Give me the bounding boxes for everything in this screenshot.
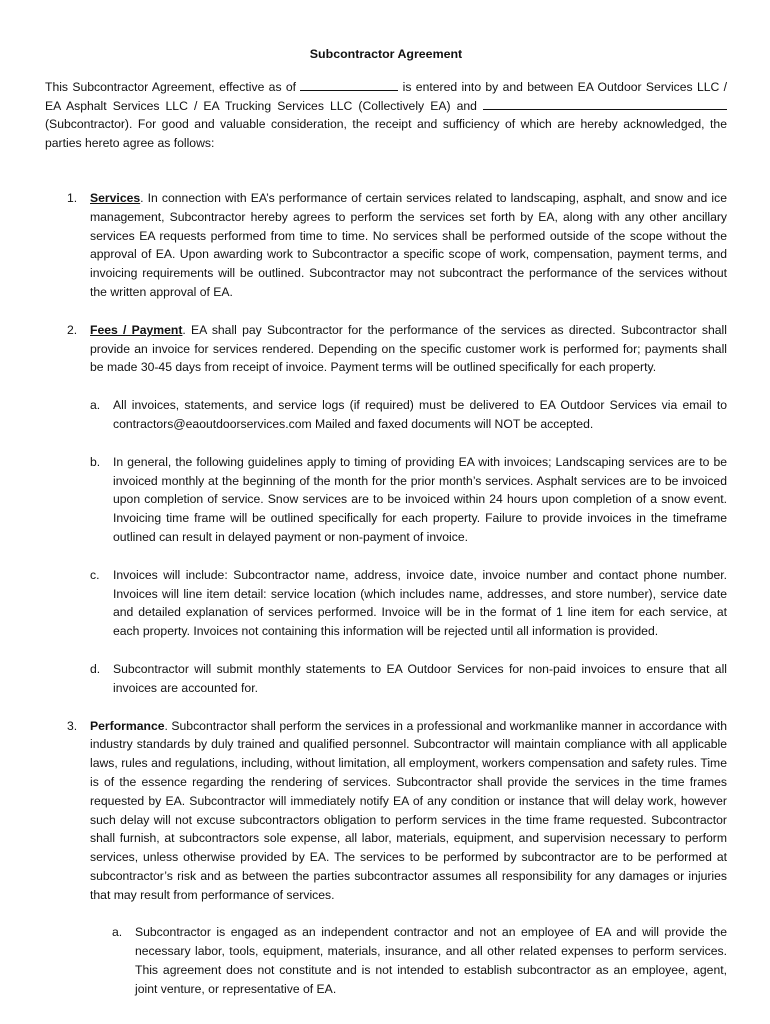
section-text: . Subcontractor shall perform the services in a professional and workmanlike manner in accordance with industry standards by duly trained and qualified personnel. Subcontractor will maintain compliance with all applicable laws, rules and regulations, including, without limitation, all employment, workers compensation and safety rules. Time is of the essence regarding the rendering of services. Subcontractor shall provide the services in the time frames requested by EA. Subcontractor will immediately notify EA of any condition or instance that will delay work, however such delay will not excuse subcontractors obligation to perform services in the time frame requested. Subcontractor shall furnish, at subcontractors sole expense, all labor, materials, equipment, and supervision necessary to perform services, unless otherwise provided by EA. The services to be performed by subcontractor are to be performed at subcontractor’s risk and as between the parties subcontractor assumes all responsibility for any damages or injuries that may result from performance of services. bbox=[90, 718, 727, 902]
intro-text-2: is entered into by and between EA Outdoor Services LLC / EA Asphalt Services LLC / EA Trucking Services LLC (Collectively EA) and bbox=[45, 79, 728, 113]
effective-date-blank bbox=[300, 78, 398, 91]
section-number: 2. bbox=[67, 322, 78, 337]
subitem-letter: a. bbox=[112, 925, 123, 940]
subitem-text: Subcontractor will submit monthly statements to EA Outdoor Services for non-paid invoices to ensure that all invoices are accounted for. bbox=[113, 661, 727, 695]
intro-text-1: This Subcontractor Agreement, effective as of bbox=[45, 79, 297, 94]
section-text: . In connection with EA’s performance of certain services related to landscaping, asphalt, and snow and ice management, Subcontractor hereby agrees to perform the services set forth by EA, along with any other ancillary services EA requests performed from time to time. No services shall be performed outside of the scope without the approval of EA. Upon awarding work to Subcontractor a specific scope of work, compensation, payment terms, and invoicing requirements will be outlined. Subcontractor may not subcontract the performance of the services without the written approval of EA. bbox=[90, 190, 727, 299]
intro-text-3: (Subcontractor). For good and valuable consideration, the receipt and sufficiency of which are hereby acknowledged, the parties hereto agree as follows: bbox=[45, 117, 727, 151]
subitem-letter: c. bbox=[90, 567, 100, 582]
section-fees-payment bbox=[45, 321, 727, 698]
document-title: Subcontractor Agreement bbox=[309, 47, 463, 61]
subitem-letter: d. bbox=[90, 661, 101, 676]
subitem-a bbox=[90, 396, 727, 434]
subitem-text: Invoices will include: Subcontractor name, address, invoice date, invoice number and contact phone number. Invoices will line item detail: service location (which includes name, addresses, and store number), service date and detailed explanation of services performed. Invoice will be in the format of 1 line item for each service, at each property. Invoices not containing this information will be rejected until all information is provided. bbox=[113, 567, 727, 639]
subitem-a bbox=[112, 923, 727, 998]
section-number: 3. bbox=[67, 718, 78, 733]
section-text: . EA shall pay Subcontractor for the performance of the services as directed. Subcontractor shall provide an invoice for services rendered. Depending on the specific customer work is performed for; payments shall be made 30-45 days from receipt of invoice. Payment terms will be outlined specifically for each property. bbox=[90, 322, 727, 375]
subitem-c bbox=[90, 566, 727, 641]
section-heading: Performance bbox=[90, 718, 165, 733]
subcontractor-name-blank bbox=[483, 97, 727, 110]
subitem-letter: b. bbox=[90, 454, 101, 469]
section-performance bbox=[45, 717, 727, 999]
subitem-text: All invoices, statements, and service logs (if required) must be delivered to EA Outdoor Services via email to contractors@eaoutdoorservices.com Mailed and faxed documents will NOT be accepted. bbox=[113, 398, 727, 431]
section-heading: Services bbox=[90, 190, 141, 205]
section-heading: Fees / Payment bbox=[90, 322, 183, 337]
section-services bbox=[45, 189, 727, 302]
subitem-text: Subcontractor is engaged as an independent contractor and not an employee of EA and will provide the necessary labor, tools, equipment, materials, insurance, and all other related expenses to perform services. This agreement does not constitute and is not intended to establish subcontractor as an employee, agent, joint venture, or representative of EA. bbox=[135, 925, 727, 996]
subitem-d bbox=[90, 660, 727, 698]
subitem-b bbox=[90, 453, 727, 547]
section-list bbox=[45, 189, 727, 999]
intro-paragraph bbox=[45, 78, 727, 153]
subitem-text: In general, the following guidelines apply to timing of providing EA with invoices; Landscaping services are to be invoiced monthly at the beginning of the month for the prior month’s services. Asphalt services are to be invoiced upon completion of service. Snow services are to be invoiced within 24 hours upon completion of a snow event. Invoicing time frame will be outlined specifically for each property. Failure to provide invoices in the timeframe outlined can result in delayed payment or non-payment of invoice. bbox=[113, 454, 727, 544]
subitem-letter: a. bbox=[90, 398, 101, 413]
section-number: 1. bbox=[67, 190, 78, 205]
